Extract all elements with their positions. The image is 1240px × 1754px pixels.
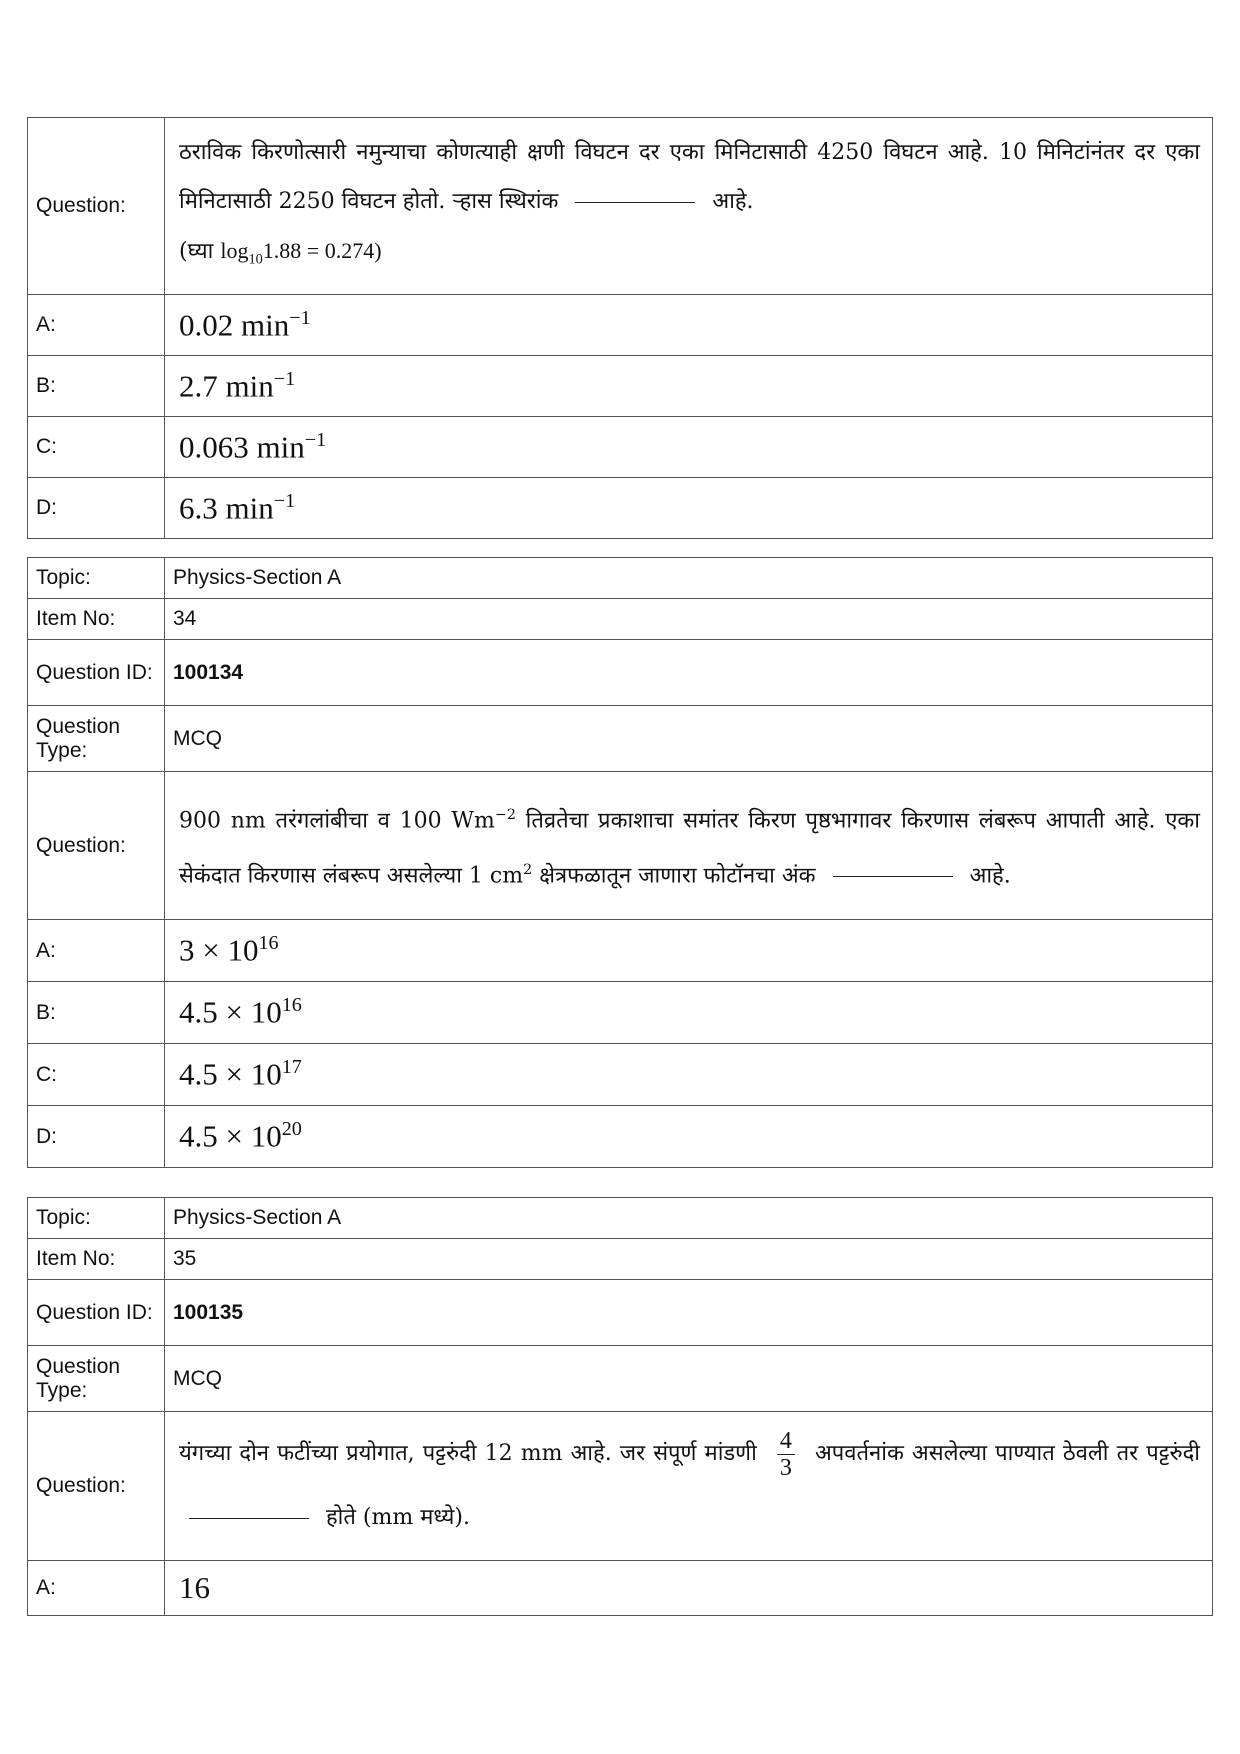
option-d[interactable]: 6.3 $\min^{-1}$ bbox=[165, 478, 1213, 539]
option-b[interactable]: 2.7 $\min^{-1}$ bbox=[165, 356, 1213, 417]
option-c[interactable]: $4.5 \times 10^{17}$ bbox=[165, 1044, 1213, 1106]
option-a[interactable]: $3 \times 10^{16}$ bbox=[165, 920, 1213, 982]
question-label: Question: bbox=[28, 772, 165, 920]
answer-blank bbox=[575, 201, 695, 203]
question-id-value: 100135 bbox=[165, 1280, 1213, 1346]
item-no-value: 34 bbox=[165, 599, 1213, 640]
item-no-label: Item No: bbox=[28, 1239, 165, 1280]
answer-blank bbox=[833, 875, 953, 877]
option-d[interactable]: $4.5 \times 10^{20}$ bbox=[165, 1106, 1213, 1168]
option-a[interactable]: 16 bbox=[165, 1561, 1213, 1616]
topic-label: Topic: bbox=[28, 1198, 165, 1239]
answer-blank bbox=[189, 1517, 309, 1519]
option-c[interactable]: 0.063 $\min^{-1}$ bbox=[165, 417, 1213, 478]
question-type-value: MCQ bbox=[165, 706, 1213, 772]
question-text: ठराविक किरणोत्सारी नमुन्याचा कोणत्याही क्षणी विघटन दर एका मिनिटासाठी 4250 विघटन आहे. 10 मिनिटांनंतर दर एका मिनिटासाठी 2250 विघटन होतो. ऱ्हास स्थिरांक आहे. (घ्या $\log_{10}1.88 = 0.274$) bbox=[165, 118, 1213, 295]
option-c-label: C: bbox=[28, 417, 165, 478]
question-type-value: MCQ bbox=[165, 1346, 1213, 1412]
item-no-label: Item No: bbox=[28, 599, 165, 640]
question-id-label: Question ID: bbox=[28, 640, 165, 706]
question-id-label: Question ID: bbox=[28, 1280, 165, 1346]
option-c-label: C: bbox=[28, 1044, 165, 1106]
question-type-label: Question Type: bbox=[28, 1346, 165, 1412]
question-table-1 bbox=[27, 117, 1213, 539]
option-b-label: B: bbox=[28, 356, 165, 417]
option-a[interactable]: 0.02 $\min^{-1}$ bbox=[165, 295, 1213, 356]
option-a-label: A: bbox=[28, 295, 165, 356]
topic-label: Topic: bbox=[28, 558, 165, 599]
topic-value: Physics-Section A bbox=[165, 1198, 1213, 1239]
question-type-label: Question Type: bbox=[28, 706, 165, 772]
fraction: $\frac{4}{3}$ bbox=[777, 1428, 795, 1481]
option-a-label: A: bbox=[28, 920, 165, 982]
option-b[interactable]: $4.5 \times 10^{16}$ bbox=[165, 982, 1213, 1044]
item-no-value: 35 bbox=[165, 1239, 1213, 1280]
question-label: Question: bbox=[28, 118, 165, 295]
question-label: Question: bbox=[28, 1412, 165, 1561]
option-d-label: D: bbox=[28, 478, 165, 539]
option-a-label: A: bbox=[28, 1561, 165, 1616]
given-log: $\log_{10}1.88 = 0.274$) bbox=[220, 238, 382, 268]
question-text: 900 nm तरंगलांबीचा व 100 $Wm^{-2}$ तिव्रतेचा प्रकाशाचा समांतर किरण पृष्ठभागावर किरणास लंबरूप आपाती आहे. एका सेकंदात किरणास लंबरूप असलेल्या 1 $cm^2$ क्षेत्रफळातून जाणारा फोटॉनचा अंक आहे. bbox=[165, 772, 1213, 920]
question-id-value: 100134 bbox=[165, 640, 1213, 706]
question-text: यंगच्या दोन फटींच्या प्रयोगात, पट्टरुंदी 12 mm आहे. जर संपूर्ण मांडणी $\frac{4}{3}$ अपवर्तनांक असलेल्या पाण्यात ठेवली तर पट्टरुंदी होते (mm मध्ये). bbox=[165, 1412, 1213, 1561]
topic-value: Physics-Section A bbox=[165, 558, 1213, 599]
option-b-label: B: bbox=[28, 982, 165, 1044]
question-table-3 bbox=[27, 1197, 1213, 1616]
question-table-2 bbox=[27, 557, 1213, 1168]
option-d-label: D: bbox=[28, 1106, 165, 1168]
